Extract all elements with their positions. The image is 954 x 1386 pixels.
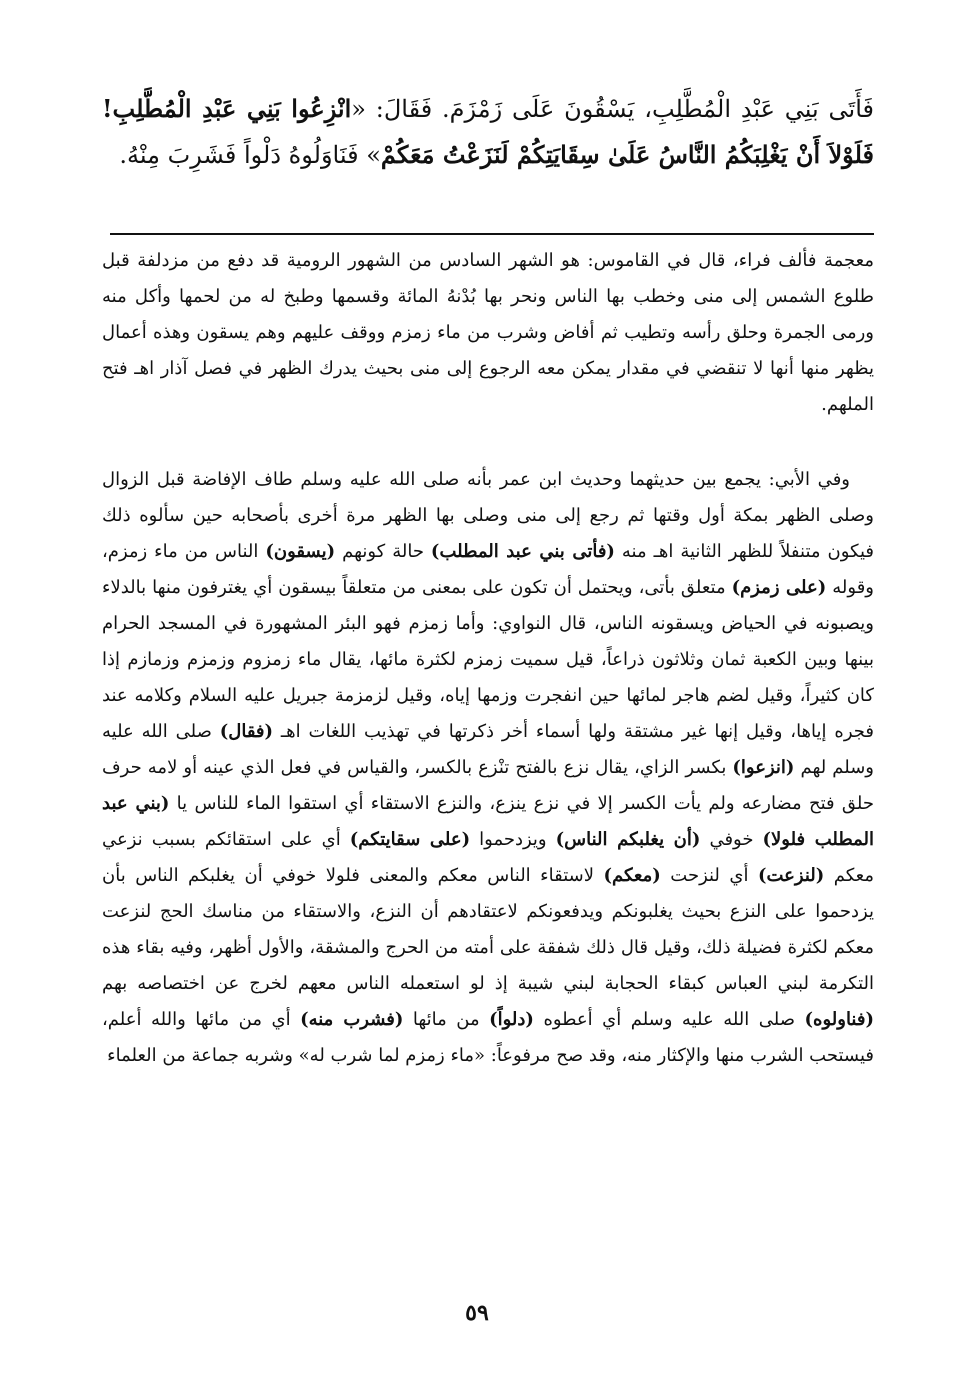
footnote-term: (على زمزم) [731,577,827,598]
hadith-narration-end: » فَنَاوَلُوهُ دَلْواً فَشَرِبَ مِنْهُ. [119,141,381,169]
footnote-text: ويزدحموا [470,829,556,850]
footnote-text: متعلق بأتى، ويحتمل أن تكون على بمعنى من متعلقاً بيسقون أي يغترفون منها بالدلاء ويصبونه في الحياض ويسقونه الناس، قال النواوي: وأما زمزم فهو البئر المشهورة في المسجد الحرام بينها وبين الكعبة ثمان وثلاثون ذراعاً، قيل سميت زمزم لكثرة مائها، يقال ماء زمزوم وزمزم وزمازم إذا كان كثيراً، وقيل لضم هاجر لمائها حين انفجرت وزمها إياه، وقيل لزمزمة جبريل عليه السلام وكلامه عند فجره إياها، وقيل إنها غير مشتقة ولها أسماء أخر ذكرتها في تهذيب اللغات اهـ [102,577,874,742]
footnote-text: وفي الأبي: يجمع بين حديثهما وحديث ابن عمر بأنه صلى الله عليه وسلم طاف الإفاضة قبل الزوال وصلى الظهر بمكة أول وقتها ثم رجع إلى منى وصلى بها الظهر مرة أخرى بأصحابه حين سألوه ذلك فيكون متنفلاً للظهر الثانية اهـ منه [102,469,874,562]
footnote-term: (فناولوه) [804,1009,874,1030]
footnote-text: صلى الله عليه وسلم لهم [102,721,874,778]
footnote-text: الناس من ماء زمزم، وقوله [102,541,874,598]
page-number: ٥٩ [465,1300,489,1326]
footnote-term: (أن يغلبكم الناس) [555,829,701,850]
hadith-quote: انْزِعُوا بَنِي عَبْدِ الْمُطَّلِبِ! فَلَوْلاَ أَنْ يَغْلِبَكُمُ النَّاسُ عَلَىٰ سِقَايَتِكُمْ لَنَزَعْتُ مَعَكُمْ [102,94,874,169]
footnote-first [102,243,874,423]
footnote-term: (دلواً) [489,1009,534,1030]
footnote-term: (فأتى بني عبد المطلب) [430,541,615,562]
footnote-term: (معكم) [603,865,661,886]
footnote-divider [110,233,874,235]
footnote-term: (لنزعت) [757,865,825,886]
hadith-narration: فَأَتَى بَنِي عَبْدِ الْمُطَّلِبِ، يَسْقُونَ عَلَى زَمْزَمَ. فَقَالَ: « [351,95,874,123]
footnote-term: (فقال) [219,721,274,742]
footnote-text: أي على استقائكم بسبب نزعي معكم [102,829,875,886]
footnote-text: من مائها [403,1009,490,1030]
hadith-text [102,86,874,178]
footnote-term: (بني عبد المطلب فلولا) [102,793,874,850]
footnote-text: بكسر الزاي، يقال نزع بالفتح تنْزع بالكسر، والقياس في فعل الذي عينه أو لامه حرف حلق فتح مضارعه ولم يأت الكسر إلا في نزع ينزع، والنزع الاستقاء أي استقوا الماء للناس يا [102,757,874,814]
footnote-second [102,462,874,1074]
footnote-first-paragraph: معجمة فألف فراء، قال في القاموس: هو الشهر السادس من الشهور الرومية قد دفع من مزدلفة قبل طلوع الشمس إلى منى وخطب بها الناس ونحر بها بُدْنهُ المائة وقسمها وطبخ له من لحمها وأكل منه ورمى الجمرة وحلق رأسه وتطيب ثم أفاض وشرب من ماء زمزم ووقف عليهم وهم يسقون وهذه أعمال يظهر منها أنها لا تنقضي في مقدار يمكن معه الرجوع إلى منى بحيث يدرك الظهر في فصل آذار اهـ فتح الملهم. [102,250,874,415]
footnote-text: خوفي [700,829,763,850]
footnote-text: أي من مائها والله أعلم، فيستحب الشرب منها والإكثار منه، وقد صح مرفوعاً: «ماء زمزم لما شرب له» وشربه جماعة من العلماء [102,1009,874,1066]
footnote-term: (يسقون) [265,541,336,562]
footnote-term: (على سقايتكم) [349,829,471,850]
footnote-text: صلى الله عليه وسلم أي أعطوه [533,1009,805,1030]
footnote-term: (انزعوا) [732,757,795,778]
footnote-text: أي لنزحت [660,865,758,886]
footnote-text: لاستقاء الناس معكم والمعنى فلولا خوفي أن يغلبكم الناس بأن يزدحموا على النزع بحيث يغلبونكم ويدفعونكم لاعتقادهم أن النزع، والاستقاء من مناسك الحج لنزعت معكم لكثرة فضيلة ذلك، وقيل قال ذلك شفقة على أمته من الحرج والمشقة، والأول أظهر، وفيه بقاء هذه التكرمة لبني العباس كبقاء الحجابة لبني شيبة إذ لو استعمله الناس معهم لخرج عن اختصاصه بهم [102,865,874,994]
hadith-paragraph [102,86,874,178]
footnote-text: حالة كونهم [335,541,431,562]
footnote-second-paragraph [102,462,874,1074]
footnote-term: (فشرب منه) [300,1009,404,1030]
